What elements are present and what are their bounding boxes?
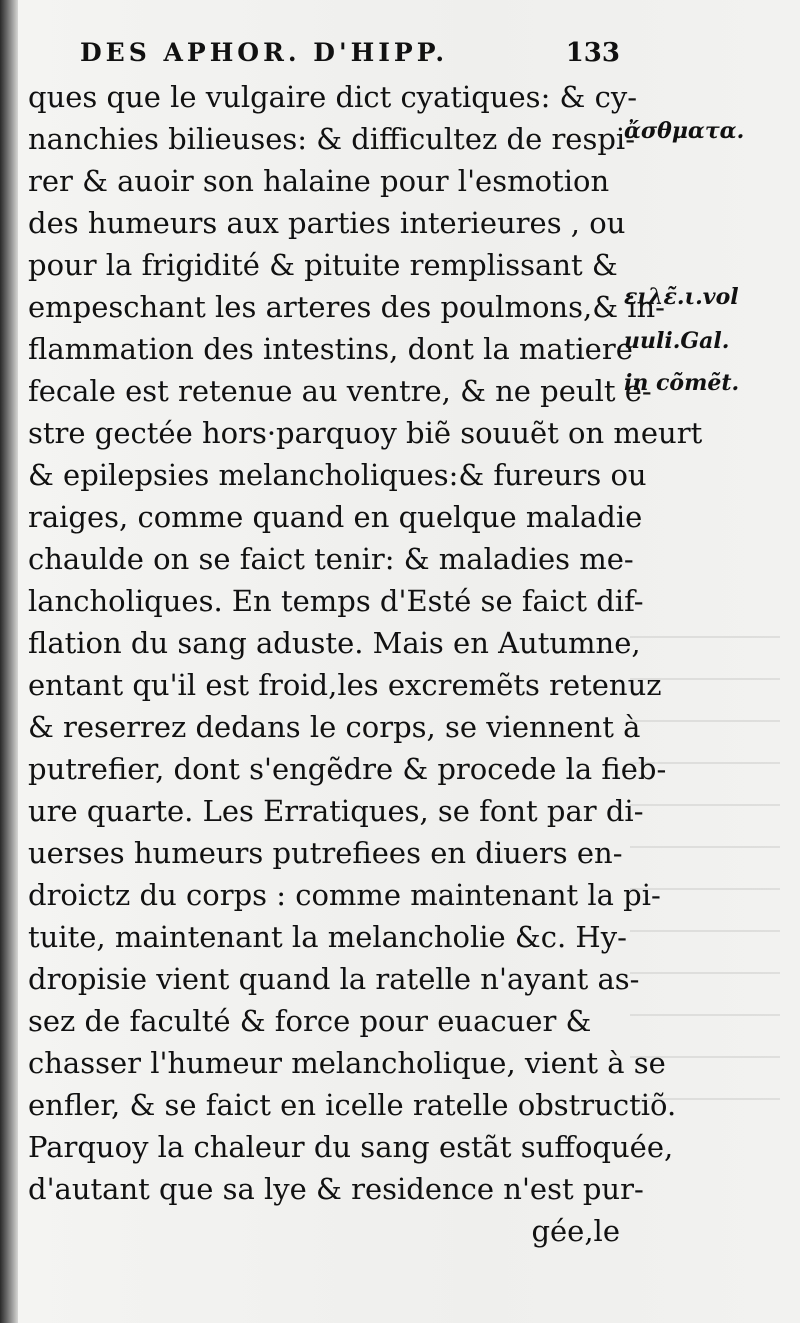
text-line: lancholiques. En temps d'Esté se faict dif- xyxy=(28,584,644,618)
text-line: flation du sang aduste. Mais en Autumne, xyxy=(28,626,641,660)
text-line: nanchies bilieuses: & difficultez de respi- xyxy=(28,122,635,156)
margin-note: in cõmẽt. xyxy=(624,370,740,396)
text-line: sez de faculté & force pour euacuer & xyxy=(28,1004,592,1038)
text-line: tuite, maintenant la melancholie &c. Hy- xyxy=(28,920,627,954)
text-line: chasser l'humeur melancholique, vient à se xyxy=(28,1046,666,1080)
text-line: enfler, & se faict en icelle ratelle obstructiõ. xyxy=(28,1088,677,1122)
page-gutter-shadow xyxy=(0,0,18,1323)
text-line: stre gectée hors·parquoy biẽ souuẽt on meurt xyxy=(28,416,703,450)
text-line: & epilepsies melancholiques:& fureurs ou xyxy=(28,458,647,492)
text-line: des humeurs aux parties interieures , ou xyxy=(28,206,626,240)
running-head: DES APHOR. D'HIPP. xyxy=(80,38,449,67)
margin-note: uuli.Gal. xyxy=(624,328,730,354)
text-line: chaulde on se faict tenir: & maladies me- xyxy=(28,542,634,576)
text-line: d'autant que sa lye & residence n'est pur- xyxy=(28,1172,644,1206)
text-line: entant qu'il est froid,les excremẽts retenuz xyxy=(28,668,662,702)
catchword: gée,le xyxy=(531,1214,620,1248)
text-line: ques que le vulgaire dict cyatiques: & cy- xyxy=(28,80,638,114)
text-line: & reserrez dedans le corps, se viennent à xyxy=(28,710,641,744)
text-line: uerses humeurs putrefiees en diuers en- xyxy=(28,836,623,870)
margin-note: ειλε̃.ι.vol xyxy=(624,284,739,310)
text-line: flammation des intestins, dont la matiere xyxy=(28,332,633,366)
text-line: pour la frigidité & pituite remplissant & xyxy=(28,248,618,282)
text-line: putrefier, dont s'engẽdre & procede la fieb- xyxy=(28,752,667,786)
page-number: 133 xyxy=(565,38,620,68)
page-header xyxy=(80,38,620,74)
text-line: ure quarte. Les Erratiques, se font par di- xyxy=(28,794,644,828)
text-line: Parquoy la chaleur du sang estãt suffoquée, xyxy=(28,1130,674,1164)
text-line: dropisie vient quand la ratelle n'ayant as- xyxy=(28,962,640,996)
text-line: rer & auoir son halaine pour l'esmotion xyxy=(28,164,610,198)
text-line: raiges, comme quand en quelque maladie xyxy=(28,500,643,534)
text-line: empeschant les arteres des poulmons,& in- xyxy=(28,290,665,324)
text-line: fecale est retenue au ventre, & ne peult e- xyxy=(28,374,652,408)
margin-note: ἄσθματα. xyxy=(624,118,745,144)
text-line: droictz du corps : comme maintenant la pi- xyxy=(28,878,661,912)
